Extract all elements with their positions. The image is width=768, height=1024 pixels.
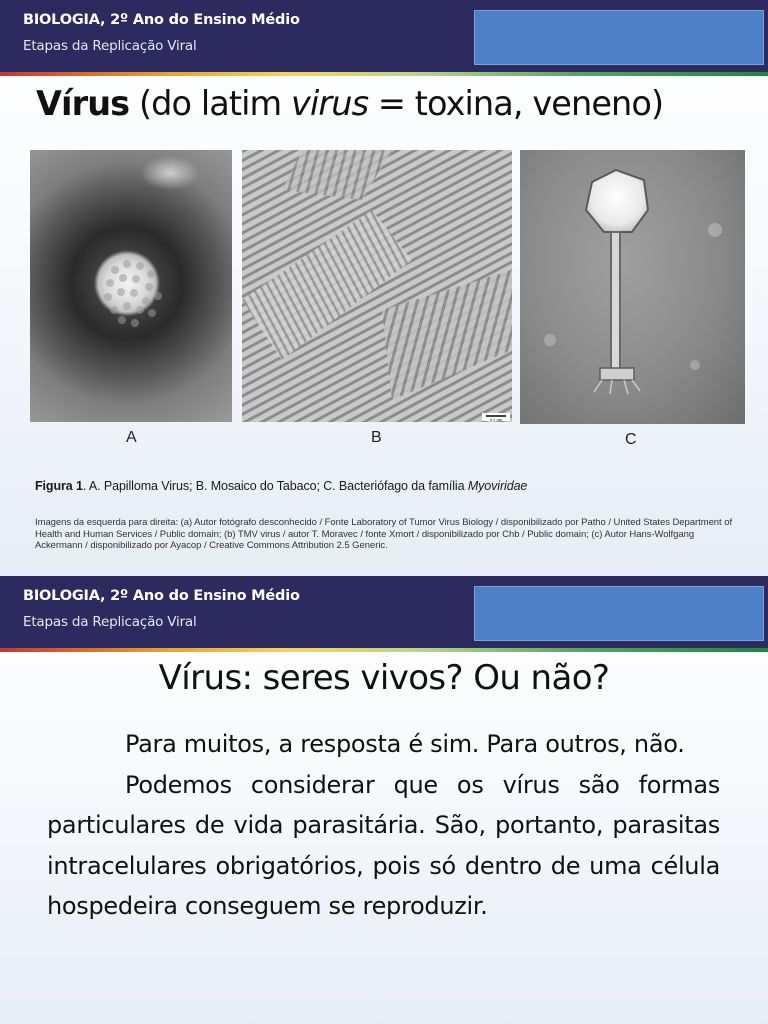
header-topic: Etapas da Replicação Viral (23, 614, 197, 630)
slide-body (47, 724, 720, 927)
capsid-texture (30, 150, 232, 422)
slide-title (36, 84, 663, 123)
header-course: BIOLOGIA, 2º Ano do Ensino Médio (23, 588, 300, 604)
caption-italic: Myoviridae (467, 479, 528, 493)
slide-2 (0, 576, 768, 1024)
micrograph-tobacco-mosaic-virus (242, 150, 512, 422)
header-logo-box (474, 586, 764, 641)
bacteriophage-shape (520, 150, 745, 424)
micrograph-debris (140, 156, 200, 190)
paragraph-1: Para muitos, a resposta é sim. Para outros, não. (125, 730, 685, 758)
scale-bar-label: 0.1 µm (489, 418, 503, 422)
title-part-1: (do latim (129, 84, 292, 123)
paragraph-2: Podemos considerar que os vírus são formas particulares de vida parasitária. São, portanto, parasitas intracelulares obrigatórios, pois só dentro de uma célula hospedeira conseguem se reproduzir. (47, 770, 720, 920)
figure-caption (35, 479, 527, 493)
slide-title: Vírus: seres vivos? Ou não? (158, 658, 610, 698)
header-color-stripe (0, 648, 768, 652)
image-credits: Imagens da esquerda para direita: (a) Autor fotógrafo desconhecido / Fonte Laboratory of Tumor Virus Biology / disponibilizado por Patho / United States Department of Health and Human Services / Public domain; (b) TMV virus / autor T. Moravec / fonte Xmort / disponibilizado por Chb / Public domain; (c) Autor Hans-Wolfgang Ackermann / disponibilizado por Ayacop / Creative Commons Attribution 2.5 Generic. (35, 517, 733, 552)
header-course: BIOLOGIA, 2º Ano do Ensino Médio (23, 12, 300, 28)
figure-label-a: A (126, 429, 137, 446)
figure-label-b: B (371, 429, 382, 446)
caption-prefix: Figura 1 (35, 479, 83, 493)
header-topic: Etapas da Replicação Viral (23, 38, 197, 54)
title-italic: virus (291, 84, 369, 123)
title-bold: Vírus (36, 84, 130, 123)
header-logo-box (474, 10, 764, 65)
slide-header (0, 0, 768, 72)
caption-text: . A. Papilloma Virus; B. Mosaico do Tabaco; C. Bacteriófago da família (82, 479, 468, 493)
slide-header (0, 576, 768, 648)
title-part-2: = toxina, veneno) (368, 84, 664, 123)
header-color-stripe (0, 72, 768, 76)
figure-label-c: C (625, 431, 637, 448)
tmv-rods (242, 150, 512, 422)
micrograph-papilloma-virus (30, 150, 232, 422)
micrograph-bacteriophage (520, 150, 745, 424)
